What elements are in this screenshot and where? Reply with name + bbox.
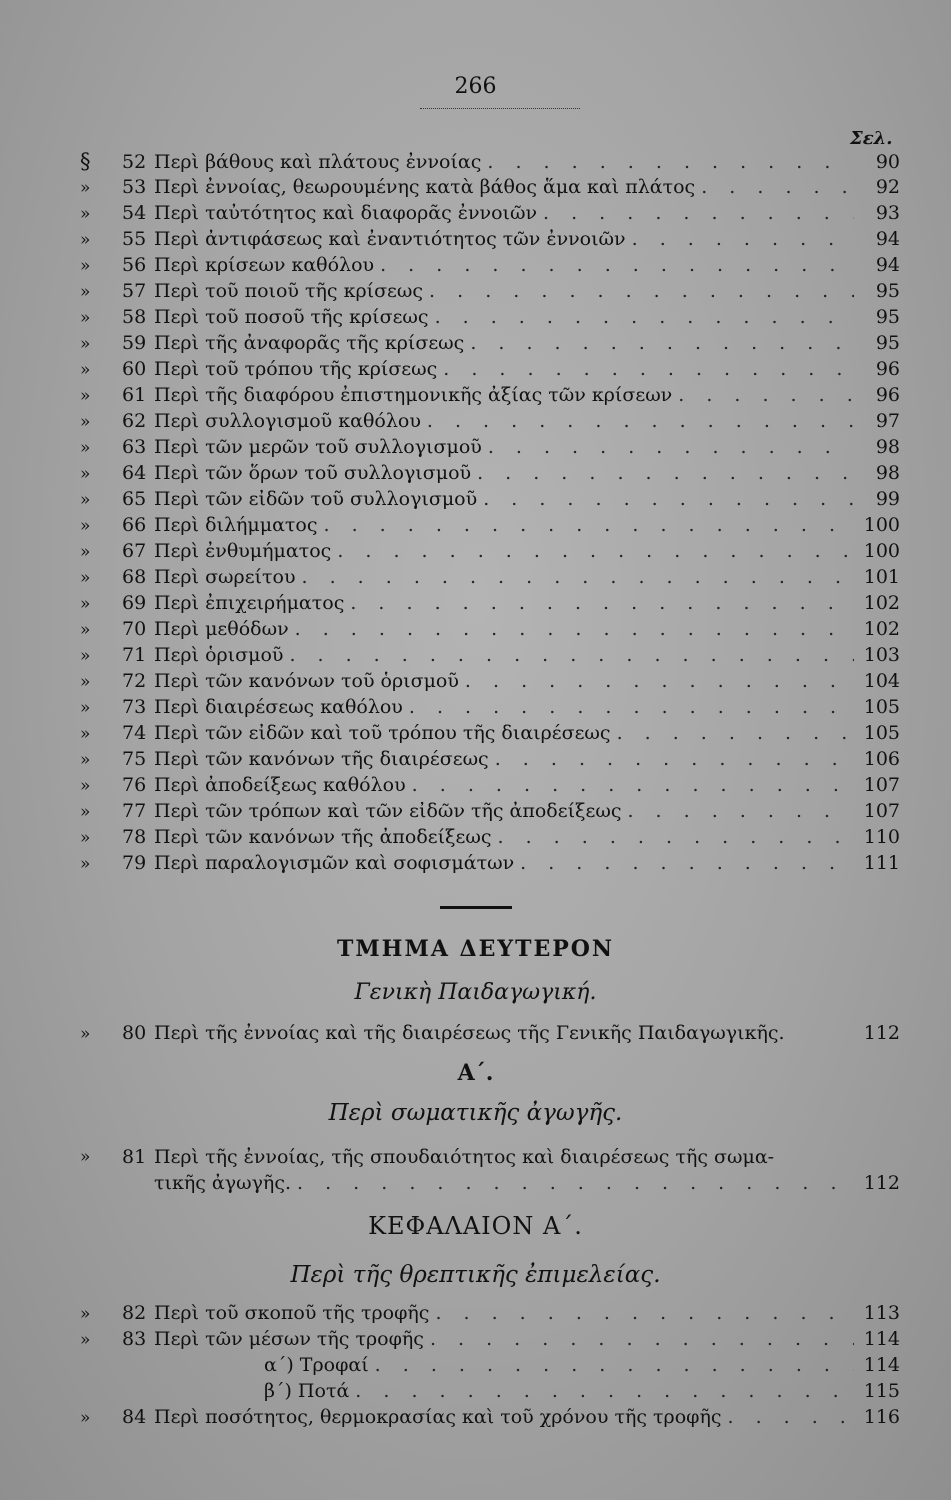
toc-mark: » (80, 282, 91, 302)
page-column-header: Σελ. (850, 128, 893, 149)
toc-number: 66 (122, 514, 147, 536)
toc-mark: » (80, 1304, 91, 1324)
toc-number: 80 (122, 1022, 147, 1044)
toc-title: Περὶ ταὐτότητος καὶ διαφορᾶς ἐννοιῶν (154, 202, 538, 224)
toc-page: 112 (863, 1022, 900, 1044)
toc-page: 116 (863, 1406, 900, 1428)
section-title: ΤΜΗΜΑ ΔΕΥΤΕΡΟΝ (336, 936, 615, 962)
toc-leader (380, 252, 854, 278)
toc-title: Περὶ διλήμματος (154, 514, 318, 536)
toc-title: Περὶ τῶν ὅρων τοῦ συλλογισμοῦ (154, 462, 472, 484)
toc-leader (409, 694, 854, 720)
toc-row (80, 460, 900, 486)
chapter-subtitle: Περὶ τῆς θρεπτικῆς ἐπιμελείας. (290, 1262, 661, 1288)
toc-row (80, 798, 900, 824)
toc-leader (350, 590, 854, 616)
toc-row (80, 356, 900, 382)
toc-page: 98 (875, 436, 900, 458)
toc-number: 68 (122, 566, 147, 588)
toc-mark: » (80, 178, 91, 198)
toc-page: 97 (875, 410, 900, 432)
subsection-subtitle: Περὶ σωματικῆς ἀγωγῆς. (328, 1100, 623, 1126)
toc-row (80, 694, 900, 720)
toc-title: Περὶ τοῦ ποιοῦ τῆς κρίσεως (154, 280, 424, 302)
toc-mark: » (80, 230, 91, 250)
toc-page: 115 (863, 1380, 900, 1402)
toc-number: 77 (122, 800, 147, 822)
toc-title: Περὶ τῶν μέσων τῆς τροφῆς (154, 1328, 424, 1350)
page-number-rule (420, 108, 580, 109)
toc-number: 54 (122, 202, 147, 224)
toc-page: 99 (875, 488, 900, 510)
toc-leader (375, 1352, 854, 1378)
toc-row (80, 1300, 900, 1326)
toc-mark: » (80, 386, 91, 406)
toc-mark: » (80, 750, 91, 770)
toc-title: Περὶ βάθους καὶ πλάτους ἐννοίας (154, 151, 482, 173)
toc-mark: » (80, 1330, 91, 1350)
toc-leader (617, 720, 854, 746)
toc-page: 96 (875, 384, 900, 406)
toc-title: Περὶ τῶν κανόνων τῆς ἀποδείξεως (154, 826, 492, 848)
toc-number: 81 (122, 1146, 147, 1168)
toc-page: 90 (875, 151, 900, 173)
toc-mark: » (80, 360, 91, 380)
toc-row (80, 200, 900, 226)
toc-title: Περὶ ποσότητος, θερμοκρασίας καὶ τοῦ χρόνου τῆς τροφῆς (154, 1406, 722, 1428)
toc-row (80, 486, 900, 512)
toc-page: 102 (863, 592, 900, 614)
toc-number: 84 (122, 1406, 147, 1428)
toc-mark: » (80, 646, 91, 666)
toc-leader (337, 538, 854, 564)
toc-page: 105 (863, 722, 900, 744)
toc-entry-81 (80, 1144, 900, 1196)
toc-page: 113 (863, 1302, 900, 1324)
toc-title: Περὶ τῶν εἰδῶν καὶ τοῦ τρόπου τῆς διαιρέσεως (154, 722, 611, 744)
toc-leader (355, 1378, 854, 1404)
toc-title: Περὶ τῶν κανόνων τοῦ ὁρισμοῦ (154, 670, 459, 692)
section-separator (440, 906, 512, 909)
toc-title: Περὶ τῶν κανόνων τῆς διαιρέσεως (154, 748, 489, 770)
toc-number: 82 (122, 1302, 147, 1324)
toc-page: 103 (863, 644, 900, 666)
toc-number: 78 (122, 826, 147, 848)
toc-title: Περὶ τοῦ ποσοῦ τῆς κρίσεως (154, 306, 429, 328)
section-subtitle: Γενικὴ Παιδαγωγική. (354, 980, 597, 1005)
toc-leader (627, 798, 854, 824)
toc-leader (324, 512, 854, 538)
toc-title-line1: Περὶ τῆς ἐννοίας, τῆς σπουδαιότητος καὶ διαιρέσεως τῆς σωμα- (154, 1146, 775, 1168)
toc-leader (520, 850, 854, 876)
toc-leader (465, 668, 854, 694)
toc-page: 106 (863, 748, 900, 770)
chapter-title: ΚΕΦΑΛΑΙΟΝ Α΄. (368, 1212, 583, 1240)
toc-number: 56 (122, 254, 147, 276)
subsection-heading: Α΄. (457, 1060, 494, 1086)
toc-title: Περὶ τῶν μερῶν τοῦ συλλογισμοῦ (154, 436, 482, 458)
toc-title: Περὶ ἀντιφάσεως καὶ ἐναντιότητος τῶν ἐννοιῶν (154, 228, 626, 250)
toc-title: Περὶ τῶν τρόπων καὶ τῶν εἰδῶν τῆς ἀποδείξεως (154, 800, 622, 822)
toc-row (80, 746, 900, 772)
toc-leader (495, 746, 854, 772)
toc-page: 112 (863, 1172, 900, 1194)
toc-title: Περὶ τῆς διαφόρου ἐπιστημονικῆς ἀξίας τῶν κρίσεων (154, 384, 673, 406)
toc-mark: » (80, 1408, 91, 1428)
toc-title: Περὶ τῆς ἐννοίας καὶ τῆς διαιρέσεως τῆς Γενικῆς Παιδαγωγικῆς. (154, 1022, 785, 1044)
toc-leader (427, 408, 854, 434)
toc-title: Περὶ σωρείτου (154, 566, 296, 588)
toc-leader (727, 1404, 854, 1430)
toc-title: Περὶ ὁρισμοῦ (154, 644, 284, 666)
toc-leader (543, 200, 854, 226)
toc-title: Περὶ ἀποδείξεως καθόλου (154, 774, 406, 796)
toc-number: 73 (122, 696, 147, 718)
toc-leader (477, 460, 854, 486)
toc-number: 63 (122, 436, 147, 458)
toc-leader (632, 226, 854, 252)
toc-page: 107 (863, 800, 900, 822)
toc-leader (429, 278, 854, 304)
toc-row (80, 850, 900, 876)
toc-title: Περὶ παραλογισμῶν καὶ σοφισμάτων (154, 852, 515, 874)
toc-entry-80 (80, 1020, 900, 1046)
toc-mark: » (80, 334, 91, 354)
toc-row (80, 772, 900, 798)
toc-title: α΄) Τροφαί (264, 1354, 369, 1376)
toc-title: Περὶ μεθόδων (154, 618, 289, 640)
toc-leader (701, 174, 854, 200)
toc-row (80, 174, 900, 200)
toc-number: 61 (122, 384, 147, 406)
toc-number: 59 (122, 332, 147, 354)
toc-row (80, 1352, 900, 1378)
toc-number: 75 (122, 748, 147, 770)
toc-page: 105 (863, 696, 900, 718)
toc-row (80, 304, 900, 330)
toc-title: Περὶ ἐνθυμήματος (154, 540, 332, 562)
toc-row (80, 1378, 900, 1404)
toc-mark: » (80, 490, 91, 510)
toc-page: 114 (863, 1354, 900, 1376)
toc-page: 95 (875, 332, 900, 354)
toc-page: 101 (863, 566, 900, 588)
toc-number: 53 (122, 176, 147, 198)
toc-mark: » (80, 1147, 91, 1167)
toc-mark: » (80, 672, 91, 692)
toc-mark: » (80, 828, 91, 848)
toc-leader (487, 149, 854, 175)
toc-mark: » (80, 1024, 91, 1044)
toc-mark: » (80, 854, 91, 874)
toc-row (80, 824, 900, 850)
toc-page: 98 (875, 462, 900, 484)
toc-mark: » (80, 412, 91, 432)
toc-page: 110 (863, 826, 900, 848)
toc-title: Περὶ τοῦ τρόπου τῆς κρίσεως (154, 358, 438, 380)
toc-number: 57 (122, 280, 147, 302)
toc-leader (295, 616, 854, 642)
toc-mark: » (80, 308, 91, 328)
toc-leader (488, 434, 854, 460)
page-number: 266 (454, 74, 497, 99)
toc-number: 83 (122, 1328, 147, 1350)
toc-title: Περὶ τοῦ σκοποῦ τῆς τροφῆς (154, 1302, 430, 1324)
toc-mark: » (80, 438, 91, 458)
toc-leader (435, 304, 854, 330)
toc-leader (412, 772, 854, 798)
toc-row (80, 590, 900, 616)
toc-mark: » (80, 776, 91, 796)
toc-number: 71 (122, 644, 147, 666)
toc-leader (483, 486, 854, 512)
toc-page: 94 (875, 228, 900, 250)
toc-leader (470, 330, 854, 356)
toc-leader (430, 1326, 854, 1352)
toc-list (80, 148, 900, 876)
toc-mark: » (80, 464, 91, 484)
toc-page: 102 (863, 618, 900, 640)
toc-row (80, 382, 900, 408)
toc-mark: » (80, 698, 91, 718)
toc-mark: » (80, 802, 91, 822)
toc-title: Περὶ συλλογισμοῦ καθόλου (154, 410, 421, 432)
toc-title: β΄) Ποτά (264, 1380, 350, 1402)
toc-row (80, 616, 900, 642)
toc-row (80, 1404, 900, 1430)
toc-number: 70 (122, 618, 147, 640)
toc-number: 64 (122, 462, 147, 484)
toc-number: 72 (122, 670, 147, 692)
toc-leader (289, 642, 854, 668)
toc-number: 65 (122, 488, 147, 510)
toc-mark: » (80, 594, 91, 614)
toc-row (80, 226, 900, 252)
toc-page: 107 (863, 774, 900, 796)
toc-number: 69 (122, 592, 147, 614)
toc-row (80, 1020, 900, 1046)
toc-page: 111 (863, 852, 900, 874)
toc-mark: » (80, 568, 91, 588)
toc-mark: » (80, 542, 91, 562)
toc-leader (435, 1300, 854, 1326)
toc-number: 62 (122, 410, 147, 432)
toc-number: 60 (122, 358, 147, 380)
toc-row (80, 278, 900, 304)
toc-row (80, 538, 900, 564)
toc-title: Περὶ ἐννοίας, θεωρουμένης κατὰ βάθος ἅμα καὶ πλάτος (154, 176, 696, 198)
toc-page: 100 (863, 540, 900, 562)
toc-leader (297, 1170, 854, 1196)
toc-title: Περὶ διαιρέσεως καθόλου (154, 696, 403, 718)
toc-mark: » (80, 516, 91, 536)
toc-page: 104 (863, 670, 900, 692)
toc-number: 74 (122, 722, 147, 744)
toc-number: 67 (122, 540, 147, 562)
toc-page: 95 (875, 280, 900, 302)
toc-row (80, 720, 900, 746)
toc-title: Περὶ κρίσεων καθόλου (154, 254, 375, 276)
toc-page: 96 (875, 358, 900, 380)
toc-page: 114 (863, 1328, 900, 1350)
toc-page: 93 (875, 202, 900, 224)
toc-row (80, 512, 900, 538)
toc-page: 100 (863, 514, 900, 536)
toc-row (80, 434, 900, 460)
toc-leader (443, 356, 854, 382)
toc-leader (678, 382, 854, 408)
toc-title: Περὶ τῶν εἰδῶν τοῦ συλλογισμοῦ (154, 488, 478, 510)
chapter-toc-list (80, 1300, 900, 1430)
toc-row (80, 668, 900, 694)
toc-title-line2: τικῆς ἀγωγῆς. (154, 1172, 291, 1194)
toc-row (80, 564, 900, 590)
toc-row (80, 408, 900, 434)
toc-page: 92 (875, 176, 900, 198)
toc-number: 79 (122, 852, 147, 874)
toc-number: 58 (122, 306, 147, 328)
toc-mark: » (80, 204, 91, 224)
toc-page: 95 (875, 306, 900, 328)
toc-mark: » (80, 256, 91, 276)
toc-mark: § (80, 149, 91, 173)
toc-row (80, 148, 900, 174)
toc-row (80, 642, 900, 668)
toc-number: 55 (122, 228, 147, 250)
toc-number: 52 (122, 151, 147, 173)
toc-title: Περὶ ἐπιχειρήματος (154, 592, 345, 614)
toc-leader (302, 564, 855, 590)
toc-row (80, 1326, 900, 1352)
toc-row (80, 252, 900, 278)
toc-mark: » (80, 724, 91, 744)
toc-number: 76 (122, 774, 147, 796)
toc-title: Περὶ τῆς ἀναφορᾶς τῆς κρίσεως (154, 332, 465, 354)
toc-leader (498, 824, 854, 850)
toc-mark: » (80, 620, 91, 640)
toc-row (80, 330, 900, 356)
toc-page: 94 (875, 254, 900, 276)
